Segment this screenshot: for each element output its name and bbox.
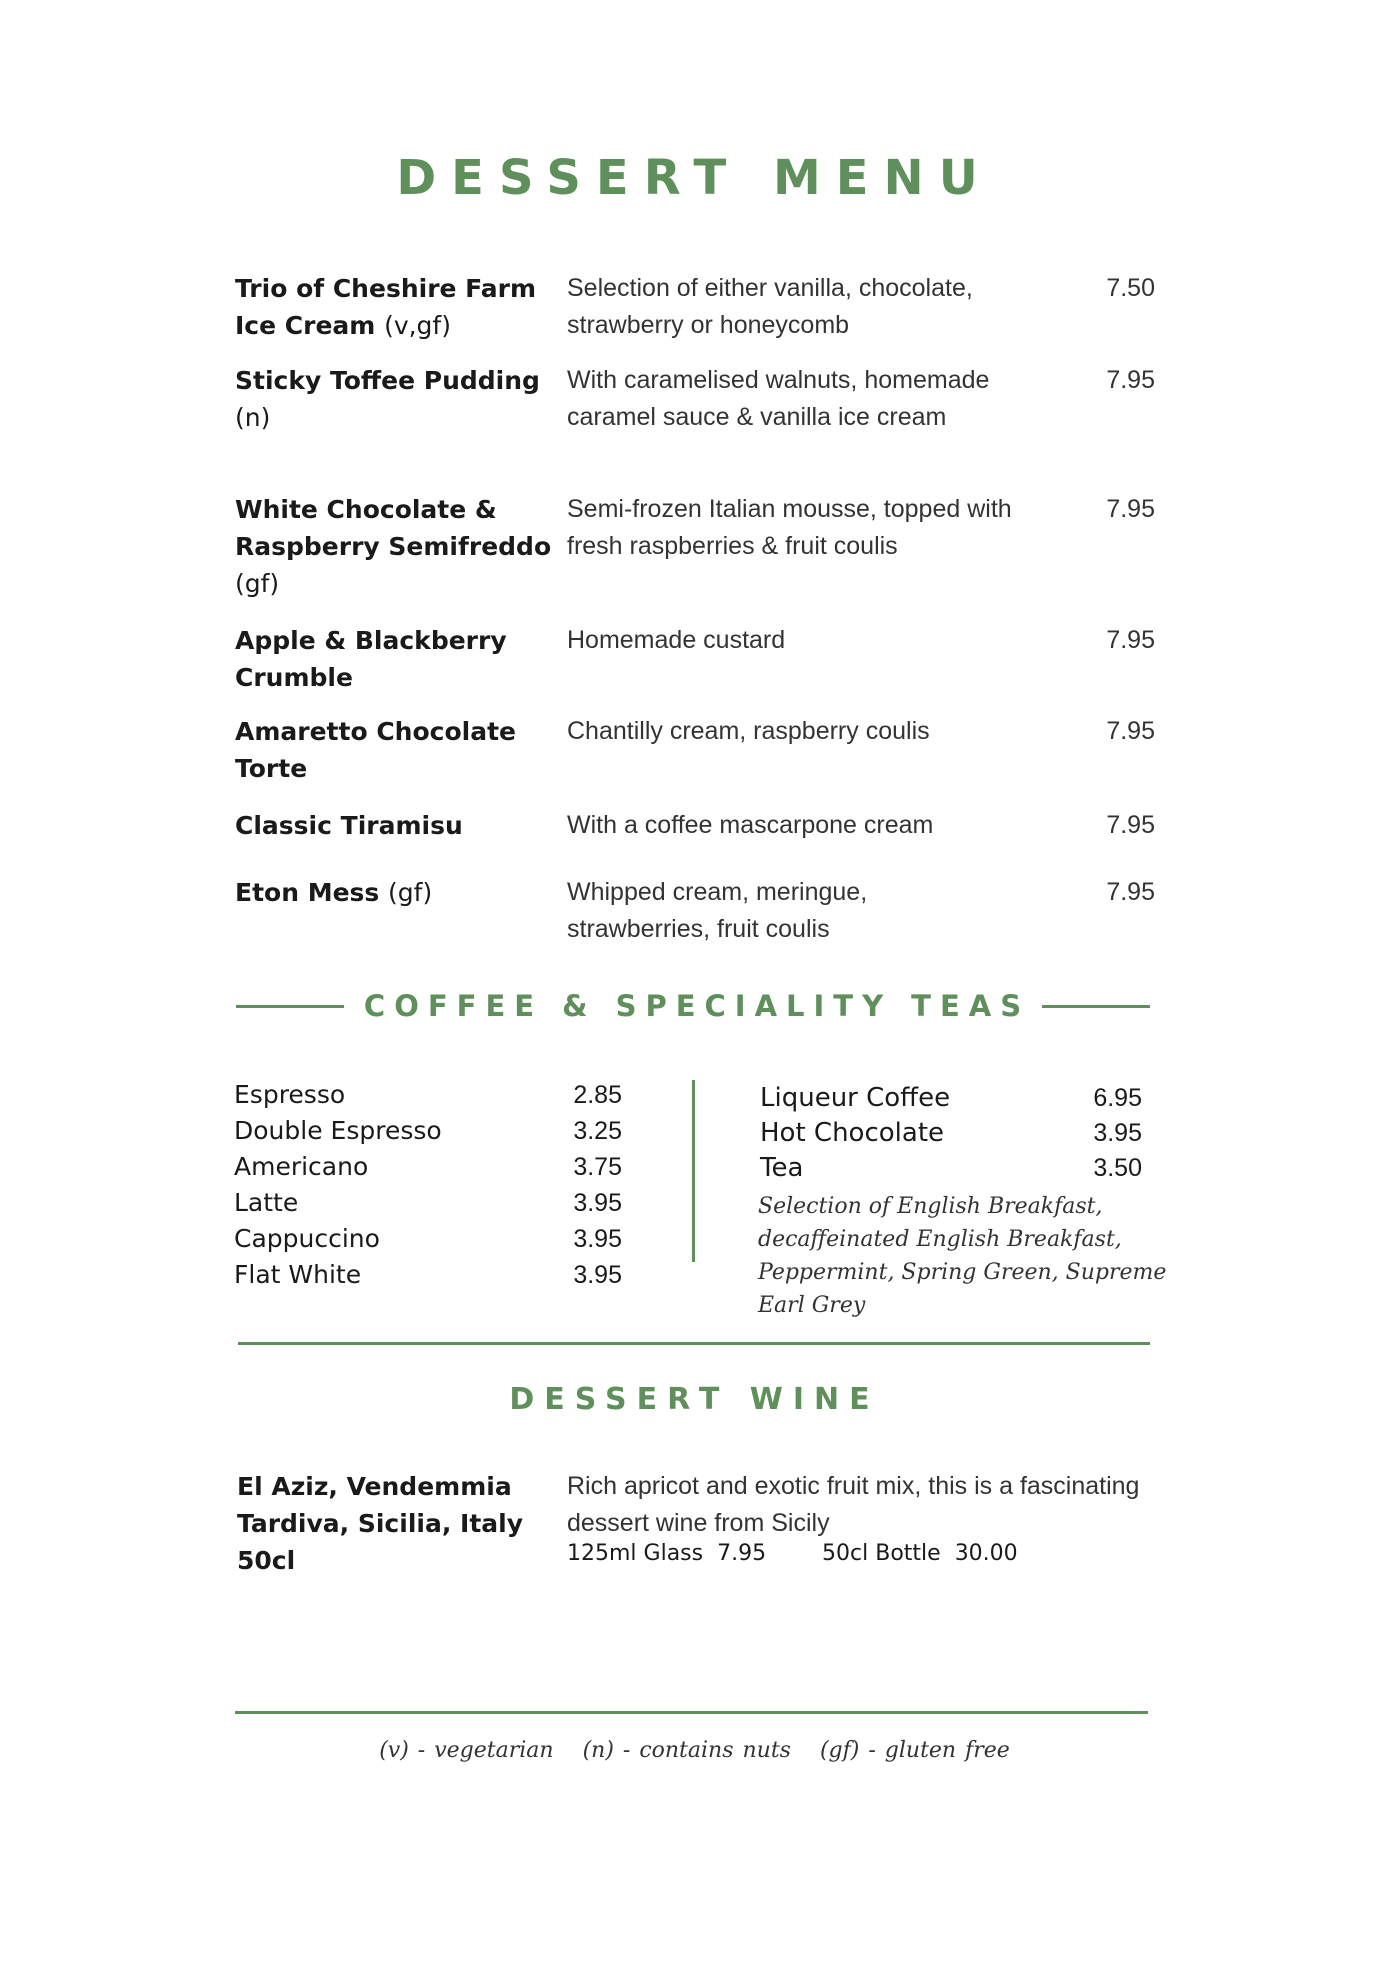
coffee-heading-label: COFFEE & SPECIALITY TEAS xyxy=(363,989,1031,1023)
heading-rule-left xyxy=(236,1005,344,1008)
dessert-diet: (n) xyxy=(235,403,271,432)
dessert-price: 7.50 xyxy=(1106,274,1155,302)
dessert-diet: (gf) xyxy=(235,569,280,598)
coffee-name: Double Espresso xyxy=(234,1116,442,1145)
wine-name: El Aziz, Vendemmia Tardiva, Sicilia, Italy 50cl xyxy=(237,1472,524,1575)
drink-name: Hot Chocolate xyxy=(760,1118,945,1148)
coffee-name: Cappuccino xyxy=(234,1224,380,1253)
dessert-description: Selection of either vanilla, chocolate, strawberry or honeycomb xyxy=(567,274,973,339)
drink-item xyxy=(0,1150,1389,1186)
drink-price: 3.95 xyxy=(1093,1119,1142,1147)
dessert-price: 7.95 xyxy=(1106,495,1155,523)
coffee-item xyxy=(0,1221,700,1257)
dessert-name: Eton Mess (gf) xyxy=(235,878,433,907)
dessert-name: Apple & Blackberry Crumble xyxy=(235,626,507,692)
dessert-price: 7.95 xyxy=(1106,626,1155,654)
dessert-item xyxy=(0,874,1389,964)
dessert-description: Chantilly cream, raspberry coulis xyxy=(567,717,930,745)
dessert-price: 7.95 xyxy=(1106,366,1155,394)
wine-heading: DESSERT WINE xyxy=(509,1382,880,1417)
coffee-name: Americano xyxy=(234,1152,369,1181)
coffee-name: Espresso xyxy=(234,1080,346,1109)
legend-vegetarian: (v) - vegetarian xyxy=(379,1738,554,1763)
wine-description: Rich apricot and exotic fruit mix, this is a fascinating dessert wine from Sicily xyxy=(567,1472,1140,1537)
coffee-name: Latte xyxy=(234,1188,299,1217)
dessert-name: Classic Tiramisu xyxy=(235,811,463,840)
wine-prices xyxy=(567,1538,1018,1570)
coffee-price: 3.95 xyxy=(573,1225,622,1253)
dessert-price: 7.95 xyxy=(1106,717,1155,745)
dessert-name: Trio of Cheshire Farm Ice Cream (v,gf) xyxy=(235,274,537,340)
dessert-description: Homemade custard xyxy=(567,626,786,654)
dessert-description: With caramelised walnuts, homemade caramel sauce & vanilla ice cream xyxy=(567,366,990,431)
glass-price: 7.95 xyxy=(717,1541,767,1566)
dessert-name: White Chocolate & Raspberry Semifreddo (gf) xyxy=(235,495,552,598)
dessert-name: Sticky Toffee Pudding (n) xyxy=(235,366,540,432)
drink-price: 6.95 xyxy=(1093,1084,1142,1112)
dessert-name: Amaretto Chocolate Torte xyxy=(235,717,516,783)
bottle-price: 30.00 xyxy=(954,1541,1018,1566)
page-title: DESSERT MENU xyxy=(396,150,993,206)
drink-name: Tea xyxy=(760,1153,804,1183)
heading-rule-right xyxy=(1042,1005,1150,1008)
dessert-description: With a coffee mascarpone cream xyxy=(567,811,934,839)
coffee-price: 3.95 xyxy=(573,1189,622,1217)
coffee-item xyxy=(0,1257,700,1293)
dessert-item xyxy=(0,807,1389,847)
coffee-price: 3.25 xyxy=(573,1117,622,1145)
dessert-diet: (v,gf) xyxy=(384,311,451,340)
coffee-item xyxy=(0,1185,700,1221)
dessert-item xyxy=(0,491,1389,611)
dessert-description: Semi-frozen Italian mousse, topped with fresh raspberries & fruit coulis xyxy=(567,495,1012,560)
legend-nuts: (n) - contains nuts xyxy=(582,1738,791,1763)
drink-price: 3.50 xyxy=(1093,1154,1142,1182)
footer-divider xyxy=(235,1711,1148,1714)
drink-item xyxy=(0,1080,1389,1116)
section-divider xyxy=(238,1342,1150,1345)
drink-item xyxy=(0,1115,1389,1151)
coffee-section-heading xyxy=(236,986,1150,1026)
bottle-label: 50cl Bottle xyxy=(822,1541,941,1566)
dessert-diet: (gf) xyxy=(388,878,433,907)
tea-selection-note: Selection of English Breakfast, decaffeinated English Breakfast, Peppermint, Spring Green, Supreme Earl Grey xyxy=(758,1194,1167,1318)
dessert-item xyxy=(0,713,1389,803)
drink-name: Liqueur Coffee xyxy=(760,1083,951,1113)
dessert-price: 7.95 xyxy=(1106,878,1155,906)
coffee-price: 2.85 xyxy=(573,1081,622,1109)
dessert-item xyxy=(0,270,1389,360)
dessert-item xyxy=(0,362,1389,452)
dessert-description: Whipped cream, meringue, strawberries, fruit coulis xyxy=(567,878,868,943)
dessert-item xyxy=(0,622,1389,712)
coffee-price: 3.75 xyxy=(573,1153,622,1181)
glass-label: 125ml Glass xyxy=(567,1541,704,1566)
coffee-price: 3.95 xyxy=(573,1261,622,1289)
dietary-legend xyxy=(0,1738,1389,1763)
legend-gluten-free: (gf) - gluten free xyxy=(819,1738,1010,1763)
coffee-name: Flat White xyxy=(234,1260,362,1289)
dessert-price: 7.95 xyxy=(1106,811,1155,839)
